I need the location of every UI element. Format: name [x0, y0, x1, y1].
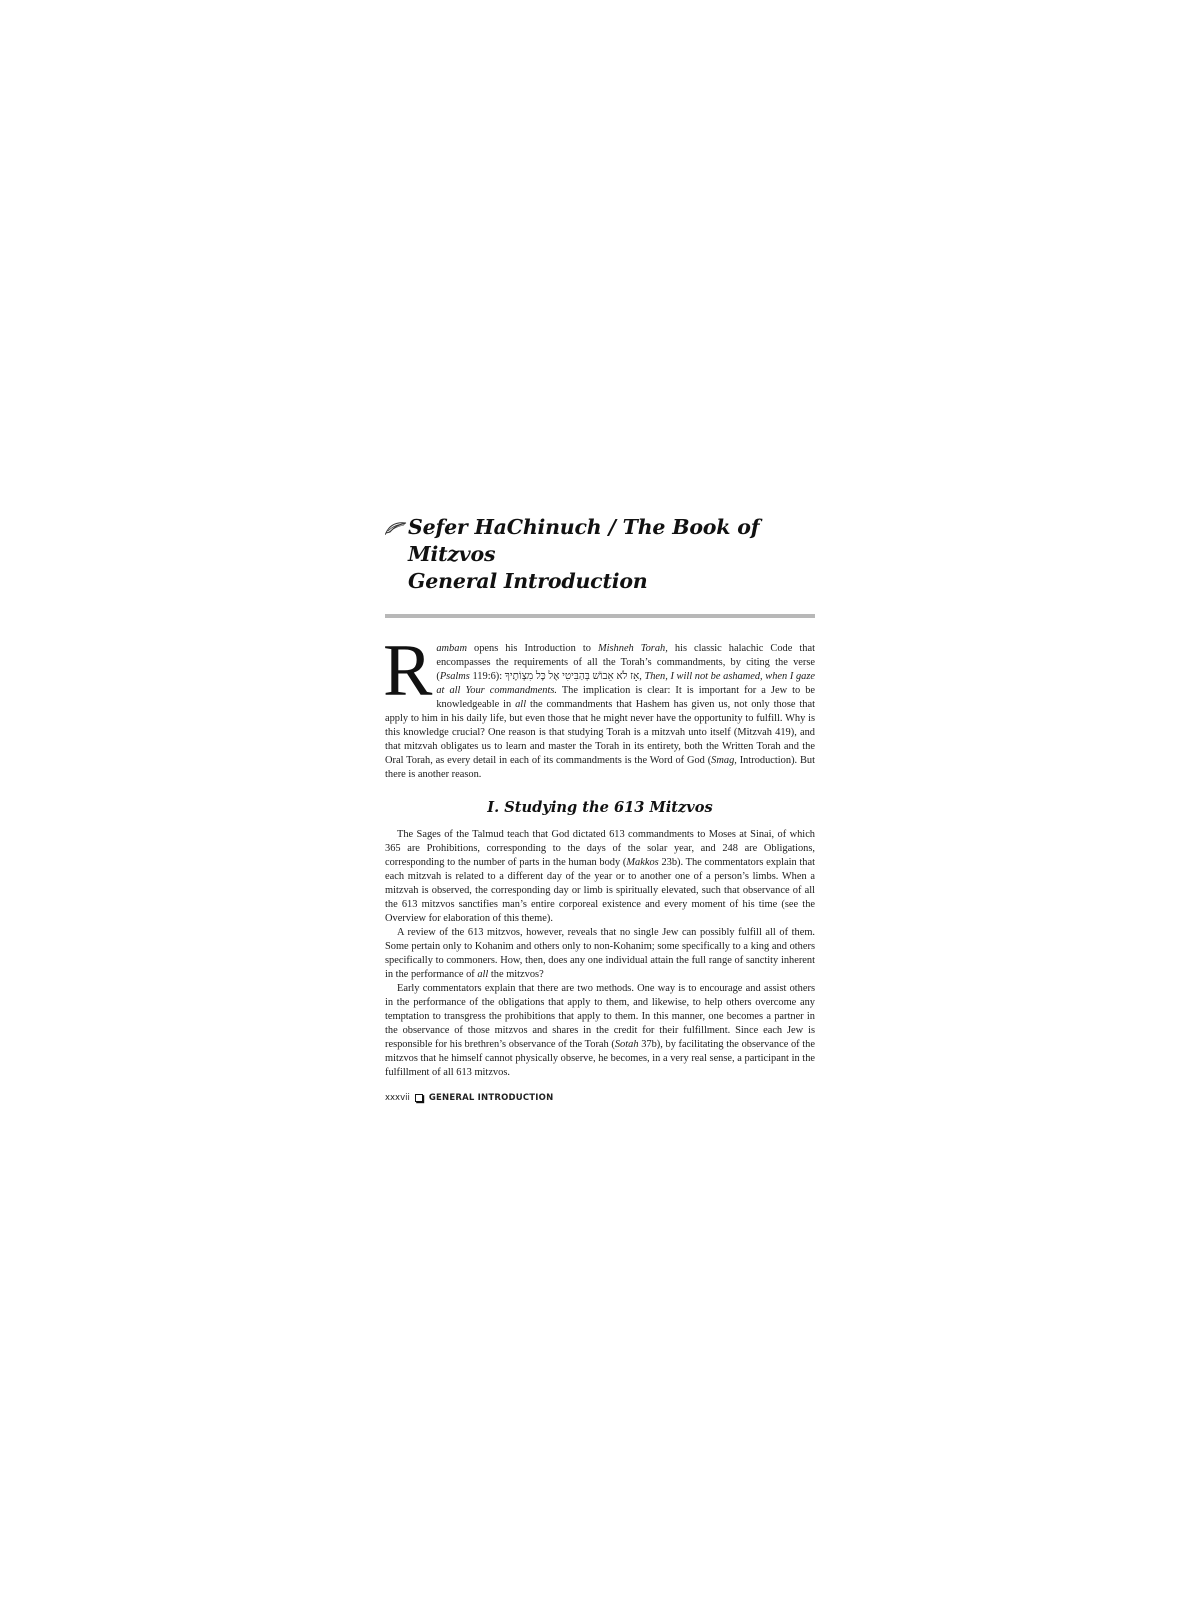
- intro-run: the commandments that Hashem has given us, not only those that apply to him in his daily life, but even those that he might never have the opportunity to fulfill. Why is this knowledge crucial? One reason is that studying Torah is a mitzvah unto itself (Mitzvah 419), and that mitzvah obligates us to learn and master the Torah in its entirety, both the Written Torah and the Oral Torah, as every detail in each of its commandments is the Word of God (: [385, 699, 815, 766]
- body-paragraph-1: [385, 828, 815, 926]
- para-run: The Sages of the Talmud teach that God dictated 613 commandments to Moses at Sinai, of which 365 are Prohibitions, corresponding to the days of the solar year, and 248 are Obligations, corresponding to the number of parts in the human body (: [385, 829, 815, 868]
- intro-paragraph: [383, 630, 816, 782]
- body-paragraph-3: [385, 982, 815, 1080]
- section-heading: I. Studying the 613 Mitzvos: [487, 799, 713, 816]
- intro-run: ,: [639, 671, 645, 682]
- intro-run: Smag,: [711, 755, 737, 766]
- intro-run: Mishneh Torah,: [597, 643, 668, 654]
- intro-run: all: [515, 699, 527, 710]
- body-paragraph-2: [385, 926, 815, 982]
- quill-ornament-icon: [385, 521, 407, 535]
- para-run: the mitzvos?: [488, 969, 544, 980]
- para-run: all: [477, 969, 489, 980]
- intro-run: 119:6):: [469, 671, 505, 682]
- page-content: [385, 514, 815, 1103]
- intro-run: ambam: [436, 643, 467, 654]
- intro-run: Psalms: [439, 671, 470, 682]
- intro-run: The implication is clear: It is important for a Jew to be knowledgeable in: [436, 685, 816, 710]
- intro-run: opens his Introduction to: [466, 643, 598, 654]
- drop-cap: R: [383, 630, 433, 712]
- intro-run: Then, I will not be ashamed, when I gaze at all Your commandments.: [436, 671, 815, 696]
- para-run: A review of the 613 mitzvos, however, reveals that no single Jew can possibly fulfill all of them. Some pertain only to Kohanim and others only to non-Kohanim; some specifically to a king and others specifically to commoners. How, then, does any one individual attain the full range of sanctity inherent in the performance of: [385, 927, 815, 980]
- box-bullet-icon: [415, 1094, 423, 1102]
- chapter-title: [385, 514, 815, 595]
- hebrew-verse: אָז לֹא אֵבוֹשׁ בְּהַבִּיטִי אֶל כָּל מִצְוֹתֶיךָ: [504, 671, 640, 682]
- intro-run: his classic halachic Code that encompasses the requirements of all the Torah’s commandments, by citing the verse (: [436, 643, 815, 682]
- title-rule: [385, 614, 815, 618]
- title-line-1: Sefer HaChinuch / The Book of Mitzvos: [408, 515, 760, 566]
- para-run: Early commentators explain that there are two methods. One way is to encourage and assist others in the performance of the obligations that apply to them, and likewise, to help others overcome any temptation to transgress the prohibitions that apply to them. In this manner, one becomes a partner in the observance of those mitzvos and shares in the credit for their fulfillment. Since each Jew is responsible for his brethren’s observance of the Torah (: [385, 983, 815, 1050]
- page-footer: [385, 1093, 815, 1103]
- para-run: 23b). The commentators explain that each mitzvah is related to a different day of the year or to another one of a person’s limbs. When a mitzvah is observed, the corresponding day or limb is spiritually elevated, such that observance of all the 613 mitzvos sanctifies man’s entire corporeal existence and every moment of his time (see the Overview for elaboration of this theme).: [385, 857, 815, 924]
- para-run: 37b), by facilitating the observance of the mitzvos that he himself cannot physically observe, he becomes, in a very real sense, a participant in the fulfillment of all 613 mitzvos.: [385, 1039, 815, 1078]
- title-line-2: General Introduction: [408, 569, 648, 593]
- para-run: Makkos: [626, 857, 659, 868]
- page-number: xxxvii: [385, 1093, 410, 1103]
- para-run: Sotah: [614, 1039, 639, 1050]
- running-head: GENERAL INTRODUCTION: [428, 1093, 554, 1103]
- intro-run: Introduction). But there is another reason.: [385, 755, 815, 780]
